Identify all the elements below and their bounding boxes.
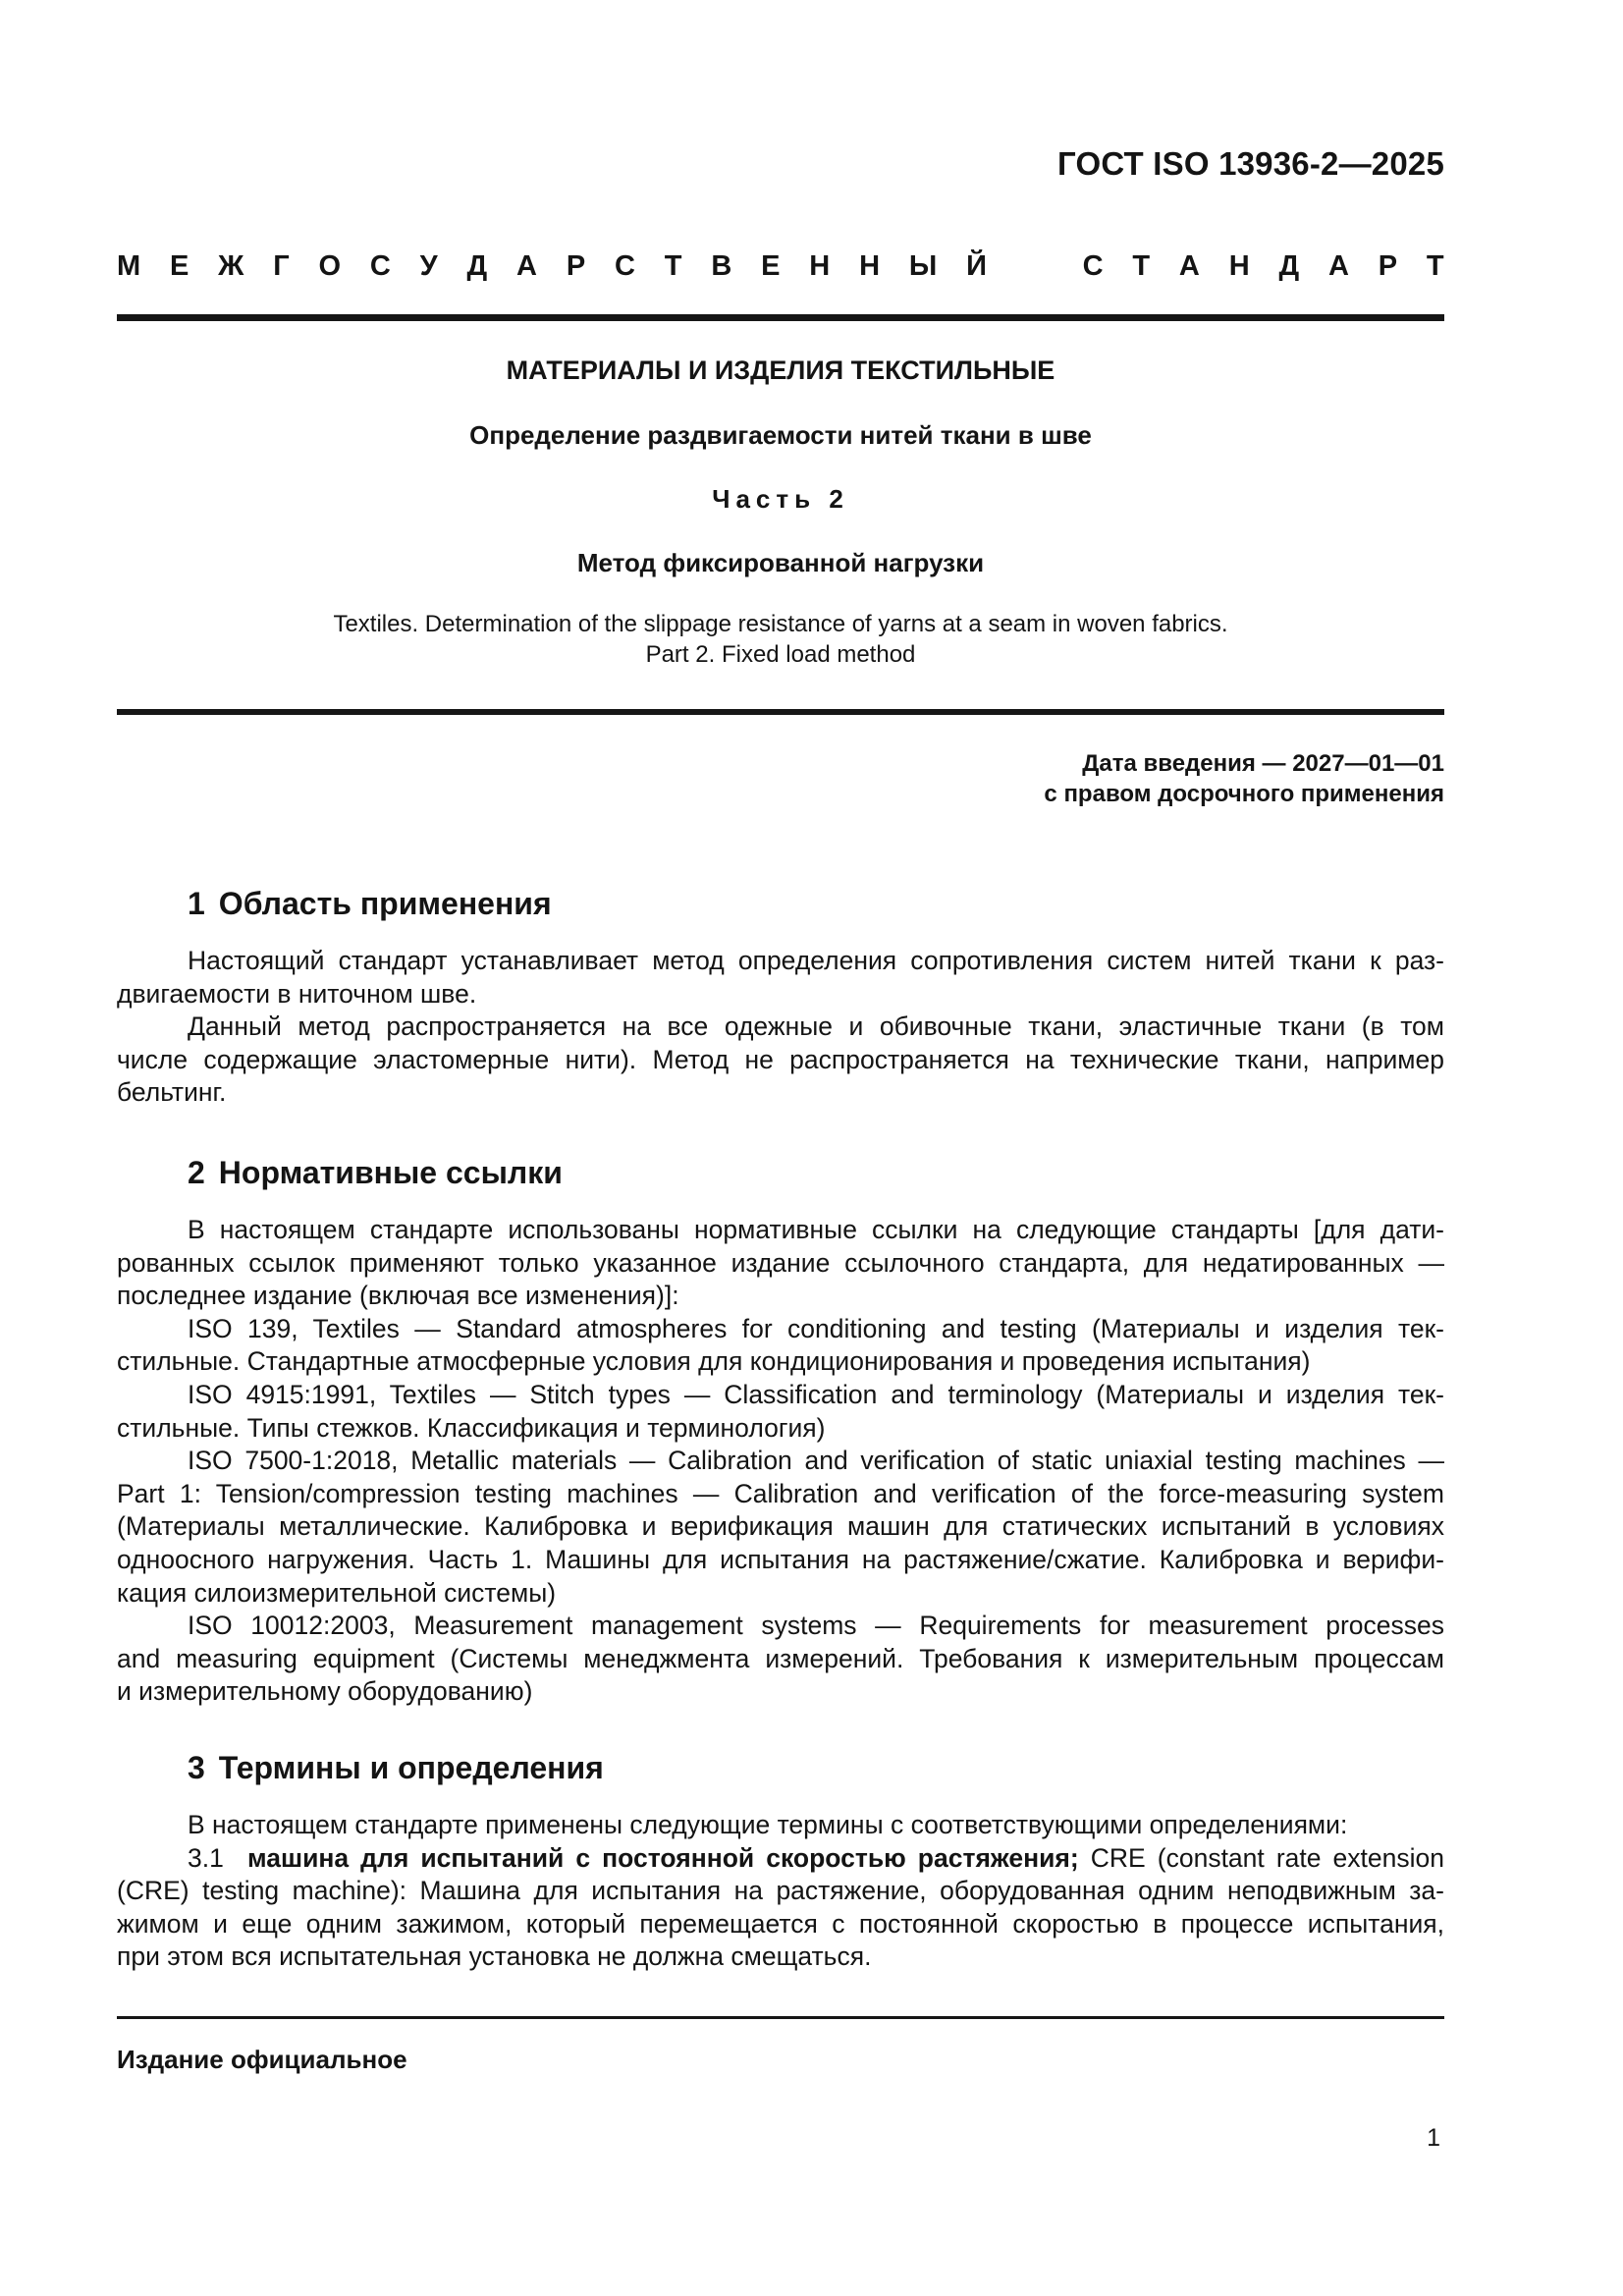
text-line: жимом и еще одним зажимом, который перемещается с постоянной скоростью в процессе испытания,: [117, 1908, 1444, 1939]
header-divider: [117, 314, 1444, 321]
category-letter: Ж: [218, 250, 244, 282]
section-heading-2: [188, 1155, 563, 1191]
document-subtitle: Определение раздвигаемости нитей ткани в шве: [469, 420, 1092, 450]
text-line: ISO 4915:1991, Textiles — Stitch types — Classification and terminology (Материалы и изделия тек-: [188, 1379, 1444, 1409]
section-number: 3: [188, 1750, 205, 1785]
page-number: 1: [1427, 2124, 1440, 2152]
text-line: Part 1: Tension/compression testing machines — Calibration and verification of the force-measuring system: [117, 1478, 1444, 1508]
section-title: Область применения: [218, 886, 552, 921]
section-3-body: [117, 1809, 1444, 1974]
category-letter: Т: [664, 250, 682, 282]
category-letter: Г: [273, 250, 290, 282]
title-divider: [117, 709, 1444, 715]
english-title: [117, 609, 1444, 670]
category-letter: Е: [170, 250, 189, 282]
standard-number: ГОСТ ISO 13936-2—2025: [1056, 145, 1444, 182]
english-title-line: Textiles. Determination of the slippage resistance of yarns at a seam in woven fabrics.: [333, 611, 1228, 637]
category-letter: Д: [466, 250, 488, 282]
category-letter: М: [117, 250, 141, 282]
text-line: одноосного нагружения. Часть 1. Машины для испытания на растяжение/сжатие. Калибровка и верифи-: [117, 1544, 1444, 1574]
category-letter: Н: [809, 250, 831, 282]
term-abbreviation: CRE (constant rate extension: [1078, 1842, 1444, 1873]
text-line: (CRE) testing machine): Машина для испытания на растяжение, оборудованная одним неподвижным за-: [117, 1876, 1444, 1906]
category-letter: Н: [859, 250, 881, 282]
early-application-note: с правом досрочного применения: [1044, 781, 1444, 807]
text-line: and measuring equipment (Системы менеджмента измерений. Требования к измерительным процессам: [117, 1643, 1444, 1673]
category-letter: А: [1327, 250, 1349, 282]
category-letter: Й: [966, 250, 987, 282]
section-number: 2: [188, 1155, 205, 1190]
category-letter: А: [516, 250, 537, 282]
category-letter: С: [615, 250, 635, 282]
text-line: Настоящий стандарт устанавливает метод определения сопротивления систем нитей ткани к раз-: [188, 946, 1444, 975]
category-letter: Е: [761, 250, 781, 282]
document-page: [117, 0, 1444, 2296]
section-number: 1: [188, 886, 205, 921]
section-heading-3: [188, 1750, 604, 1786]
text-line: ISO 7500-1:2018, Metallic materials — Calibration and verification of static uniaxial testing machines —: [188, 1446, 1444, 1476]
introduction-date: Дата введения — 2027—01—01: [1082, 750, 1444, 777]
text-line: последнее издание (включая все изменения)]:: [117, 1281, 679, 1311]
text-line: (Материалы металлические. Калибровка и верификация машин для статических испытаний в условиях: [117, 1511, 1444, 1542]
section-heading-1: [188, 886, 552, 922]
category-letter: Т: [1132, 250, 1151, 282]
term-number: 3.1: [188, 1842, 224, 1873]
category-letter: Ы: [908, 250, 938, 282]
text-line: В настоящем стандарте применены следующие термины с соответствующими определениями:: [188, 1810, 1348, 1839]
text-line: бельтинг.: [117, 1077, 227, 1108]
document-method: Метод фиксированной нагрузки: [576, 548, 985, 577]
category-banner: [117, 250, 1444, 283]
text-line: ISO 139, Textiles — Standard atmospheres for conditioning and testing (Материалы и изделия тек-: [188, 1313, 1444, 1343]
text-line: стильные. Типы стежков. Классификация и терминология): [117, 1412, 826, 1443]
category-letter: Т: [1426, 250, 1444, 282]
category-letter: Р: [1378, 250, 1398, 282]
document-part: Часть 2: [712, 484, 849, 514]
edition-label: Издание официальное: [117, 2045, 407, 2074]
text-line: числе содержащие эластомерные нити). Метод не распространяется на технические ткани, например: [117, 1044, 1444, 1074]
section-title: Нормативные ссылки: [218, 1155, 563, 1190]
category-letter: В: [711, 250, 732, 282]
text-line: и измерительному оборудованию): [117, 1676, 533, 1707]
term-line: [117, 1842, 1444, 1876]
category-letter: А: [1178, 250, 1200, 282]
section-1-body: [117, 945, 1444, 1110]
text-line: ISO 10012:2003, Measurement management systems — Requirements for measurement processes: [188, 1611, 1444, 1641]
introduction-date-block: [1044, 748, 1444, 809]
section-title: Термины и определения: [218, 1750, 604, 1785]
category-letter: Д: [1278, 250, 1300, 282]
text-line: при этом вся испытательная установка не должна смещаться.: [117, 1941, 872, 1972]
text-line: стильные. Стандартные атмосферные условия для кондиционирования и проведения испытания): [117, 1346, 1311, 1377]
category-word-gap: [1016, 250, 1054, 283]
text-line: Данный метод распространяется на все одежные и обивочные ткани, эластичные ткани (в том: [188, 1011, 1444, 1042]
english-title-line: Part 2. Fixed load method: [645, 641, 916, 668]
category-letter: У: [419, 250, 438, 282]
category-letter: Н: [1228, 250, 1250, 282]
text-line: кация силоизмерительной системы): [117, 1577, 557, 1608]
term-name: машина для испытаний с постоянной скоростью растяжения;: [246, 1842, 1079, 1873]
category-letter: С: [369, 250, 391, 282]
category-letter: Р: [566, 250, 586, 282]
text-line: В настоящем стандарте использованы нормативные ссылки на следующие стандарты [для дати-: [188, 1215, 1444, 1244]
footer-divider: [117, 2016, 1444, 2019]
category-letter: С: [1082, 250, 1104, 282]
document-title: МАТЕРИАЛЫ И ИЗДЕЛИЯ ТЕКСТИЛЬНЫЕ: [506, 355, 1055, 385]
text-line: двигаемости в ниточном шве.: [117, 978, 477, 1009]
category-letter: О: [318, 250, 342, 282]
section-2-body: [117, 1214, 1444, 1709]
text-line: рованных ссылок применяют только указанное издание ссылочного стандарта, для недатированных —: [117, 1247, 1444, 1278]
